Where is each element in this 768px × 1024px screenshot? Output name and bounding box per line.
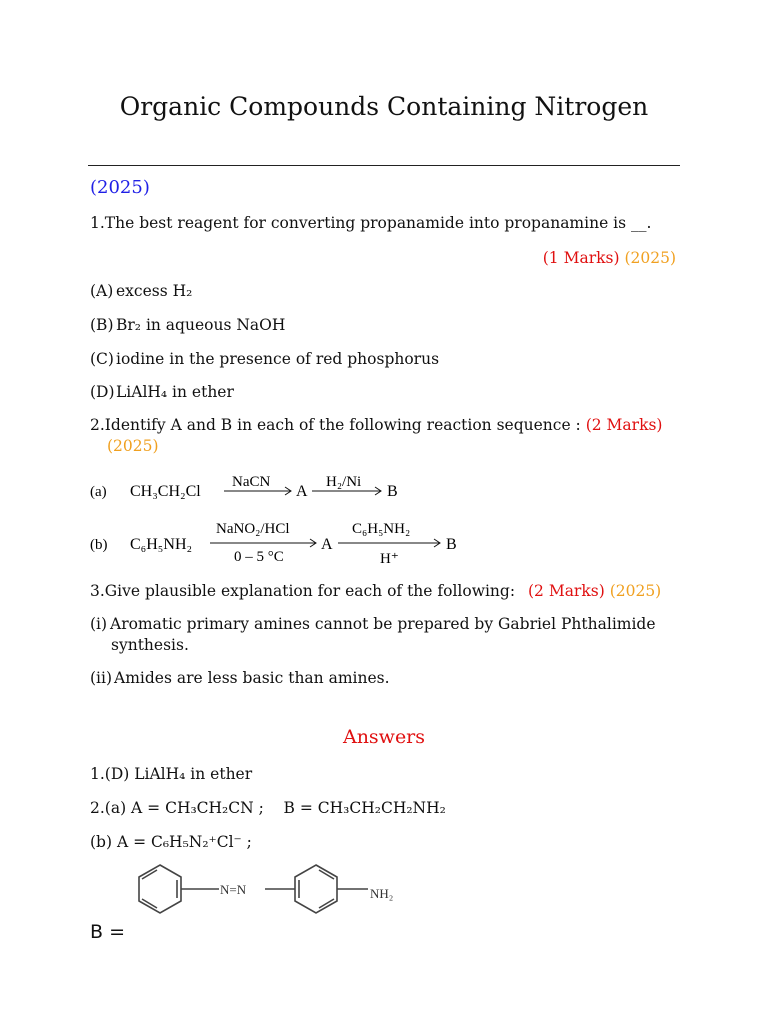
answer-1: 1.(D) LiAlH₄ in ether [90, 765, 253, 783]
answer-2a: 2.(a) A = CH₃CH₂CN ; B = CH₃CH₂CH₂NH₂ [90, 799, 446, 817]
item-text: Amides are less basic than amines. [114, 669, 390, 687]
option-label: (B) [90, 316, 114, 334]
question-3-item-1 [90, 615, 656, 633]
answers-heading: Answers [342, 726, 426, 748]
option-text: LiAlH₄ in ether [116, 383, 234, 401]
item-label: (ii) [90, 669, 113, 687]
answer-2b: (b) A = C₆H₅N₂⁺Cl⁻ ; [90, 833, 252, 851]
reaction-b-reactant: C₆H₅NH₂ [130, 536, 193, 553]
page-title: Organic Compounds Containing Nitrogen [119, 92, 649, 121]
reaction-b-reagent1-top: NaNO₂/HCl [216, 521, 290, 537]
amino-group: NH₂ [370, 886, 394, 901]
question-1-text: 1.The best reagent for converting propanamide into propanamine is __. [90, 214, 652, 232]
question-3-item-1-cont: synthesis. [111, 636, 189, 654]
title-divider [88, 165, 680, 166]
reaction-b-product1: A [321, 536, 333, 553]
benzene-ring-left [139, 865, 181, 913]
option-text: iodine in the presence of red phosphorus [116, 350, 440, 368]
question-3-marks: (2 Marks) [527, 582, 605, 600]
reaction-a-product2: B [387, 483, 398, 500]
reaction-a-label: (a) [90, 484, 107, 500]
option-b [90, 316, 285, 334]
question-2-marks: (2 Marks) [585, 416, 663, 434]
question-2-body: 2.Identify A and B in each of the following reaction sequence : [90, 416, 581, 434]
benzene-ring-right [295, 865, 337, 913]
reaction-b [88, 513, 468, 573]
option-label: (A) [90, 282, 114, 300]
reaction-b-reagent1-bottom: 0 – 5 °C [234, 549, 284, 565]
option-label: (C) [90, 350, 114, 368]
question-1-marks-label: (1 Marks) [542, 249, 620, 267]
question-3-item-2 [90, 669, 390, 687]
question-3-text [90, 582, 661, 600]
reaction-b-product2: B [446, 536, 457, 553]
option-d [90, 383, 234, 401]
reaction-a-reagent1: NaCN [232, 474, 271, 490]
reaction-a-product1: A [296, 483, 308, 500]
answer-b-label: B = [90, 921, 125, 943]
reaction-b-label: (b) [90, 537, 108, 553]
question-2-year: (2025) [107, 437, 159, 455]
reaction-a [88, 466, 428, 502]
azo-group: N=N [220, 882, 247, 897]
reaction-a-reactant: CH₃CH₂Cl [130, 483, 201, 500]
question-2-text [90, 416, 662, 434]
item-text: Aromatic primary amines cannot be prepared by Gabriel Phthalimide [110, 615, 656, 633]
option-text: excess H₂ [116, 282, 193, 300]
year-header: (2025) [90, 177, 150, 198]
azo-structure [130, 858, 410, 932]
question-1-marks [543, 249, 676, 267]
reaction-b-reagent2-bottom: H⁺ [380, 551, 399, 567]
question-3-body: 3.Give plausible explanation for each of the following: [90, 582, 516, 600]
question-1-year: (2025) [624, 249, 676, 267]
option-text: Br₂ in aqueous NaOH [116, 316, 286, 334]
option-a [90, 282, 192, 300]
reaction-b-reagent2-top: C₆H₅NH₂ [352, 521, 411, 537]
reaction-a-reagent2: H₂/Ni [326, 474, 362, 490]
item-label: (i) [90, 615, 108, 633]
question-3-year: (2025) [609, 582, 662, 600]
option-label: (D) [90, 383, 115, 401]
option-c [90, 350, 439, 368]
